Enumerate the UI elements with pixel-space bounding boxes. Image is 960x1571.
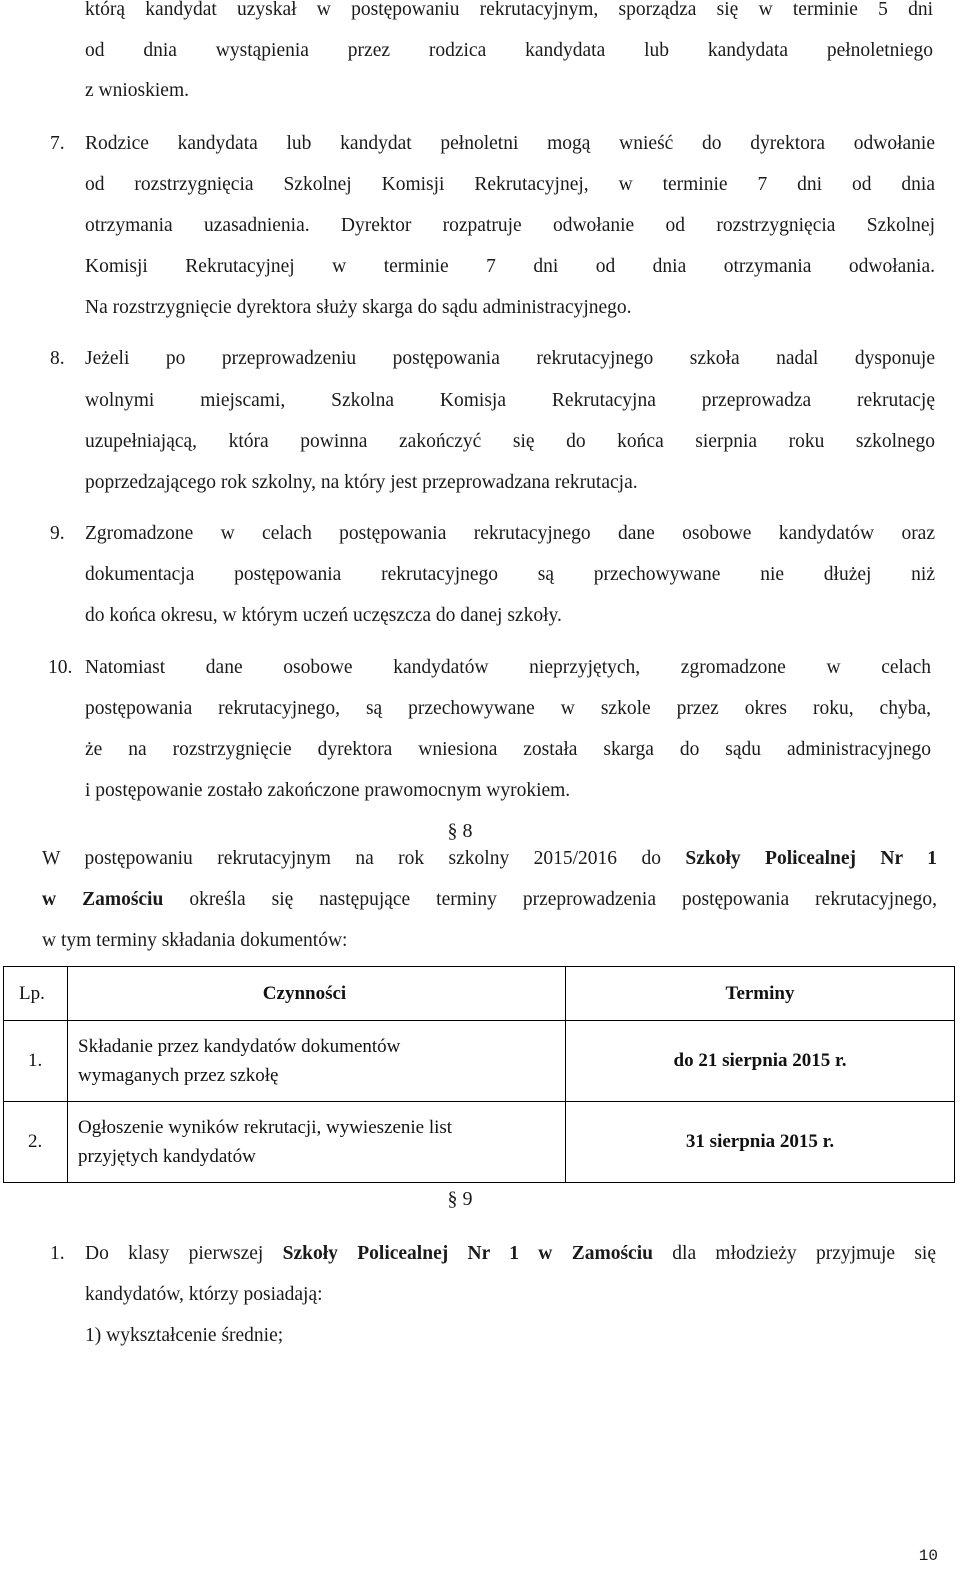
paragraph-line — [42, 890, 937, 910]
row-czynnosc — [68, 1021, 566, 1102]
row-termin: do 21 sierpnia 2015 r. — [566, 1021, 955, 1102]
paragraph-line: z wnioskiem. — [85, 80, 189, 101]
header-lp: Lp. — [4, 967, 68, 1021]
list-number: 1. — [50, 1243, 65, 1264]
text: określa się następujące terminy przeprowadzenia postępowania rekrutacyjnego, — [163, 889, 937, 910]
row-czynnosc — [68, 1102, 566, 1183]
list-number: 9. — [50, 523, 65, 544]
paragraph-line: do końca okresu, w którym uczeń uczęszcza do danej szkoły. — [85, 605, 562, 626]
paragraph-line: którą kandydat uzyskał w postępowaniu rekrutacyjnym, sporządza się w terminie 5 dni — [85, 0, 933, 20]
paragraph-line: uzupełniającą, która powinna zakończyć się do końca sierpnia roku szkolnego — [85, 431, 935, 452]
row-termin: 31 sierpnia 2015 r. — [566, 1102, 955, 1183]
cell-line: wymaganych przez szkołę — [78, 1065, 279, 1086]
school-name: Szkoły Policealnej Nr 1 — [685, 848, 937, 869]
list-number: 8. — [50, 348, 65, 369]
list-number: 10. — [48, 657, 73, 678]
paragraph-line: Jeżeli po przeprowadzeniu postępowania rekrutacyjnego szkoła nadal dysponuje — [85, 348, 935, 369]
table-header-row — [4, 967, 955, 1021]
school-city: w Zamościu — [42, 889, 164, 910]
row-lp: 1. — [4, 1021, 68, 1102]
header-terminy: Terminy — [566, 967, 955, 1021]
paragraph-line: od dnia wystąpienia przez rodzica kandydata lub kandydata pełnoletniego — [85, 40, 933, 61]
cell-line: Składanie przez kandydatów dokumentów — [78, 1036, 401, 1057]
table-row — [4, 1102, 955, 1183]
paragraph-line: od rozstrzygnięcia Szkolnej Komisji Rekrutacyjnej, w terminie 7 dni od dnia — [85, 174, 935, 195]
paragraph-line: że na rozstrzygnięcie dyrektora wniesiona została skarga do sądu administracyjnego — [85, 739, 931, 760]
cell-line: Ogłoszenie wyników rekrutacji, wywieszenie list — [78, 1117, 453, 1138]
paragraph-line: Na rozstrzygnięcie dyrektora służy skarga do sądu administracyjnego. — [85, 297, 632, 318]
paragraph-line: Natomiast dane osobowe kandydatów nieprzyjętych, zgromadzone w celach — [85, 657, 931, 678]
paragraph-line: wolnymi miejscami, Szkolna Komisja Rekrutacyjna przeprowadza rekrutację — [85, 390, 935, 411]
row-lp: 2. — [4, 1102, 68, 1183]
paragraph-line: dokumentacja postępowania rekrutacyjnego są przechowywane nie dłużej niż — [85, 564, 935, 585]
school-name: Szkoły Policealnej Nr 1 w Zamościu — [282, 1243, 653, 1264]
sub-item: 1) wykształcenie średnie; — [85, 1325, 284, 1346]
cell-line: przyjętych kandydatów — [78, 1146, 256, 1167]
paragraph-line — [85, 1244, 936, 1264]
paragraph-line: w tym terminy składania dokumentów: — [42, 930, 348, 951]
paragraph-line — [42, 849, 937, 869]
paragraph-line: poprzedzającego rok szkolny, na który jest przeprowadzana rekrutacja. — [85, 472, 638, 493]
paragraph-line: kandydatów, którzy posiadają: — [85, 1284, 323, 1305]
section-heading: § 9 — [447, 1188, 473, 1210]
list-number: 7. — [50, 133, 65, 154]
paragraph-line: i postępowanie zostało zakończone prawomocnym wyrokiem. — [85, 780, 571, 801]
text: dla młodzieży przyjmuje się — [652, 1243, 936, 1264]
paragraph-line: Komisji Rekrutacyjnej w terminie 7 dni od dnia otrzymania odwołania. — [85, 256, 935, 277]
paragraph-line: Rodzice kandydata lub kandydat pełnoletni mogą wnieść do dyrektora odwołanie — [85, 133, 935, 154]
paragraph-line: Zgromadzone w celach postępowania rekrutacyjnego dane osobowe kandydatów oraz — [85, 523, 935, 544]
section-heading: § 8 — [447, 820, 473, 842]
text: Do klasy pierwszej — [85, 1243, 283, 1264]
paragraph-line: postępowania rekrutacyjnego, są przechowywane w szkole przez okres roku, chyba, — [85, 698, 931, 719]
page-number: 10 — [918, 1547, 938, 1565]
text: W postępowaniu rekrutacyjnym na rok szkolny 2015/2016 do — [42, 848, 686, 869]
header-czynnosci: Czynności — [68, 967, 566, 1021]
schedule-table — [3, 966, 955, 1183]
table-row — [4, 1021, 955, 1102]
paragraph-line: otrzymania uzasadnienia. Dyrektor rozpatruje odwołanie od rozstrzygnięcia Szkolnej — [85, 215, 935, 236]
